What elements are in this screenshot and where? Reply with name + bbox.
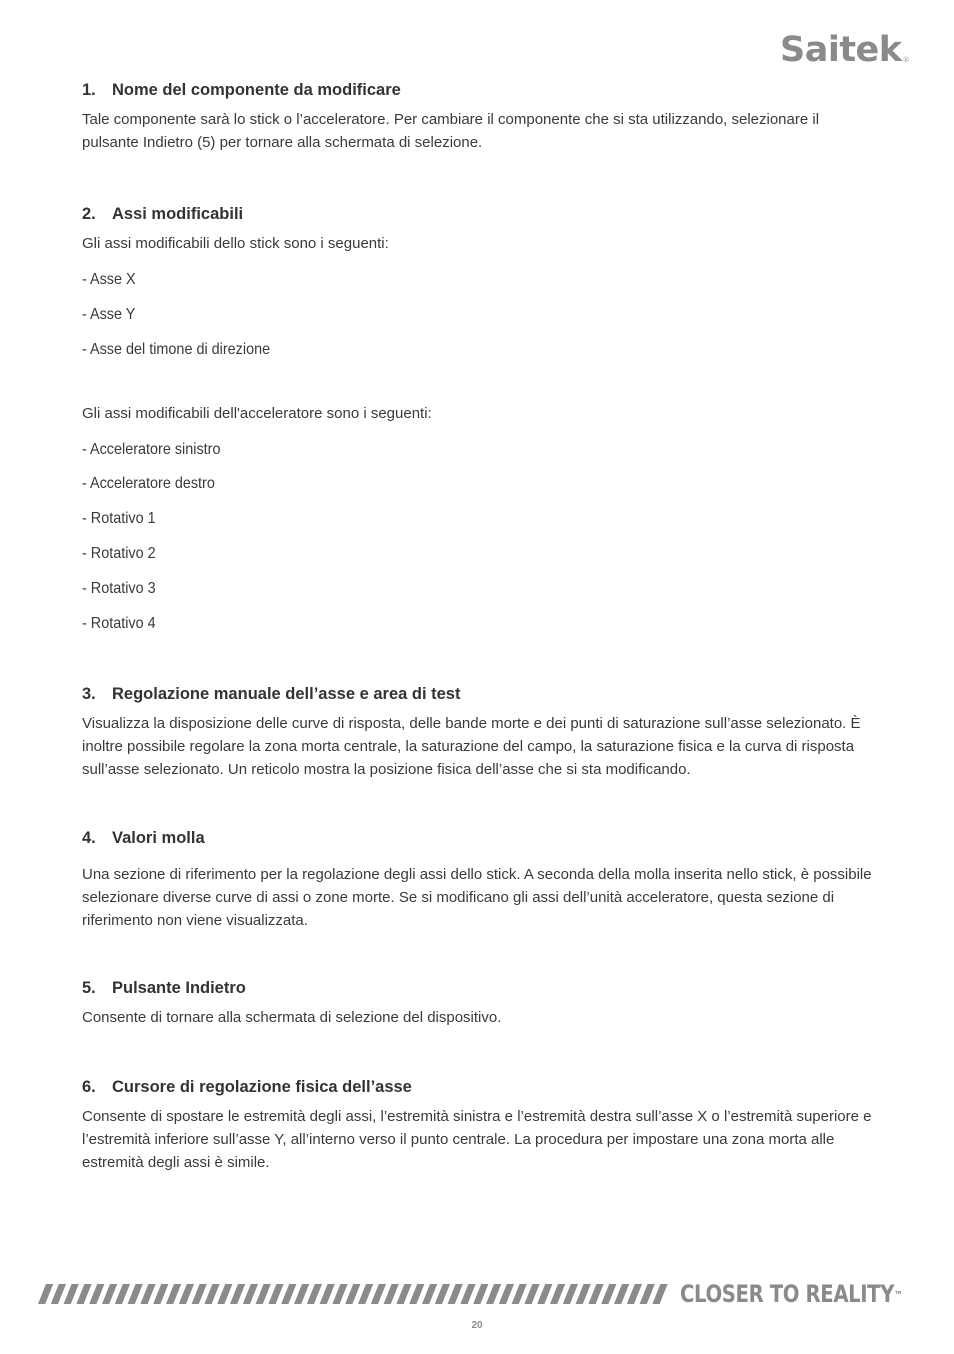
stripe bbox=[38, 1284, 53, 1304]
stripe bbox=[153, 1284, 168, 1304]
brand-name: Saitek bbox=[780, 30, 902, 70]
stripe bbox=[140, 1284, 155, 1304]
stick-axes-list bbox=[82, 270, 872, 360]
stripe bbox=[422, 1284, 437, 1304]
stripe bbox=[332, 1284, 347, 1304]
stripe bbox=[230, 1284, 245, 1304]
stripe bbox=[576, 1284, 591, 1304]
list-item: - Asse del timone di direzione bbox=[82, 340, 271, 358]
list-item: - Rotativo 1 bbox=[82, 510, 156, 528]
list-item: - Rotativo 2 bbox=[82, 544, 156, 562]
trademark-mark: ™ bbox=[894, 1289, 903, 1302]
stripe bbox=[76, 1284, 91, 1304]
throttle-axes-list bbox=[82, 440, 872, 634]
section-paragraph: Una sezione di riferimento per la regolazione degli assi dello stick. A seconda della molla inserita nello stick, è possibile selezionare diverse curve di assi o zone morte. Se si modificano gli assi dell’unità acceleratore, questa sezione di riferimento non viene visualizzata. bbox=[82, 865, 872, 929]
stripe bbox=[460, 1284, 475, 1304]
stick-axes-intro: Gli assi modificabili dello stick sono i seguenti: bbox=[82, 235, 389, 252]
section-paragraph: Consente di spostare le estremità degli assi, l’estremità sinistra e l’estremità destra sull’asse X o l’estremità superiore e l’estremità inferiore sull’asse Y, all’interno verso il punto centrale. La procedura per impostare una zona morta alle estremità degli assi è simile. bbox=[82, 1107, 872, 1171]
section-2 bbox=[82, 202, 872, 634]
stripe bbox=[627, 1284, 642, 1304]
stripe bbox=[115, 1284, 130, 1304]
list-item: - Asse Y bbox=[82, 305, 136, 323]
section-6 bbox=[82, 1075, 872, 1174]
section-1 bbox=[82, 78, 872, 154]
section-heading: 1. Nome del componente da modificare bbox=[82, 81, 401, 99]
stripe bbox=[268, 1284, 283, 1304]
stripe bbox=[281, 1284, 296, 1304]
tagline: CLOSER TO REALITY™ bbox=[680, 1280, 903, 1308]
throttle-axes-intro: Gli assi modificabili dell'acceleratore sono i seguenti: bbox=[82, 404, 432, 422]
section-heading: 2. Assi modificabili bbox=[82, 205, 244, 223]
section-4 bbox=[82, 826, 872, 932]
stripe bbox=[192, 1284, 207, 1304]
stripe bbox=[435, 1284, 450, 1304]
section-paragraph: Consente di tornare alla schermata di selezione del dispositivo. bbox=[82, 1008, 502, 1026]
stripe bbox=[128, 1284, 143, 1304]
list-item: - Acceleratore destro bbox=[82, 475, 215, 493]
stripe bbox=[512, 1284, 527, 1304]
stripe bbox=[179, 1284, 194, 1304]
footer-stripes-decoration bbox=[38, 1284, 672, 1304]
stripe bbox=[217, 1284, 232, 1304]
section-paragraph: Visualizza la disposizione delle curve di risposta, delle bande morte e dei punti di saturazione sull’asse selezionato. È inoltre possibile regolare la zona morta centrale, la saturazione del campo, la saturazione fisica e la curva di risposta sull’asse selezionato. Un reticolo mostra la posizione fisica dell’asse che si sta modificando. bbox=[82, 714, 861, 778]
stripe bbox=[640, 1284, 655, 1304]
stripe bbox=[486, 1284, 501, 1304]
stripe bbox=[537, 1284, 552, 1304]
stripe bbox=[204, 1284, 219, 1304]
section-heading: 3. Regolazione manuale dell’asse e area di test bbox=[82, 684, 461, 703]
stripe bbox=[550, 1284, 565, 1304]
stripe bbox=[588, 1284, 603, 1304]
stripe bbox=[371, 1284, 386, 1304]
section-3 bbox=[82, 682, 872, 781]
stripe bbox=[614, 1284, 629, 1304]
stripe bbox=[89, 1284, 104, 1304]
stripe bbox=[601, 1284, 616, 1304]
stripe bbox=[345, 1284, 360, 1304]
stripe bbox=[473, 1284, 488, 1304]
list-item: - Rotativo 3 bbox=[82, 579, 156, 597]
stripe bbox=[652, 1284, 667, 1304]
section-heading: 5. Pulsante Indietro bbox=[82, 978, 246, 997]
stripe bbox=[51, 1284, 66, 1304]
stripe bbox=[64, 1284, 79, 1304]
section-heading: 4. Valori molla bbox=[82, 828, 205, 847]
section-heading: 6. Cursore di regolazione fisica dell’asse bbox=[82, 1077, 412, 1096]
stripe bbox=[166, 1284, 181, 1304]
stripe bbox=[563, 1284, 578, 1304]
registered-mark: ® bbox=[902, 56, 910, 64]
document-body bbox=[82, 78, 872, 1174]
saitek-logo bbox=[780, 28, 908, 72]
stripe bbox=[243, 1284, 258, 1304]
stripe bbox=[307, 1284, 322, 1304]
stripe bbox=[384, 1284, 399, 1304]
section-5 bbox=[82, 976, 872, 1029]
list-item: - Asse X bbox=[82, 271, 136, 288]
page-number: 20 bbox=[471, 1320, 483, 1331]
stripe bbox=[524, 1284, 539, 1304]
stripe bbox=[256, 1284, 271, 1304]
stripe bbox=[102, 1284, 117, 1304]
stripe bbox=[396, 1284, 411, 1304]
stripe bbox=[358, 1284, 373, 1304]
list-item: - Rotativo 4 bbox=[82, 614, 156, 632]
stripe bbox=[294, 1284, 309, 1304]
stripe bbox=[499, 1284, 514, 1304]
stripe bbox=[448, 1284, 463, 1304]
list-item: - Acceleratore sinistro bbox=[82, 440, 221, 458]
section-paragraph: Tale componente sarà lo stick o l’acceleratore. Per cambiare il componente che si sta utilizzando, selezionare il pulsante Indietro (5) per tornare alla schermata di selezione. bbox=[82, 111, 820, 151]
stripe bbox=[409, 1284, 424, 1304]
stripe bbox=[320, 1284, 335, 1304]
